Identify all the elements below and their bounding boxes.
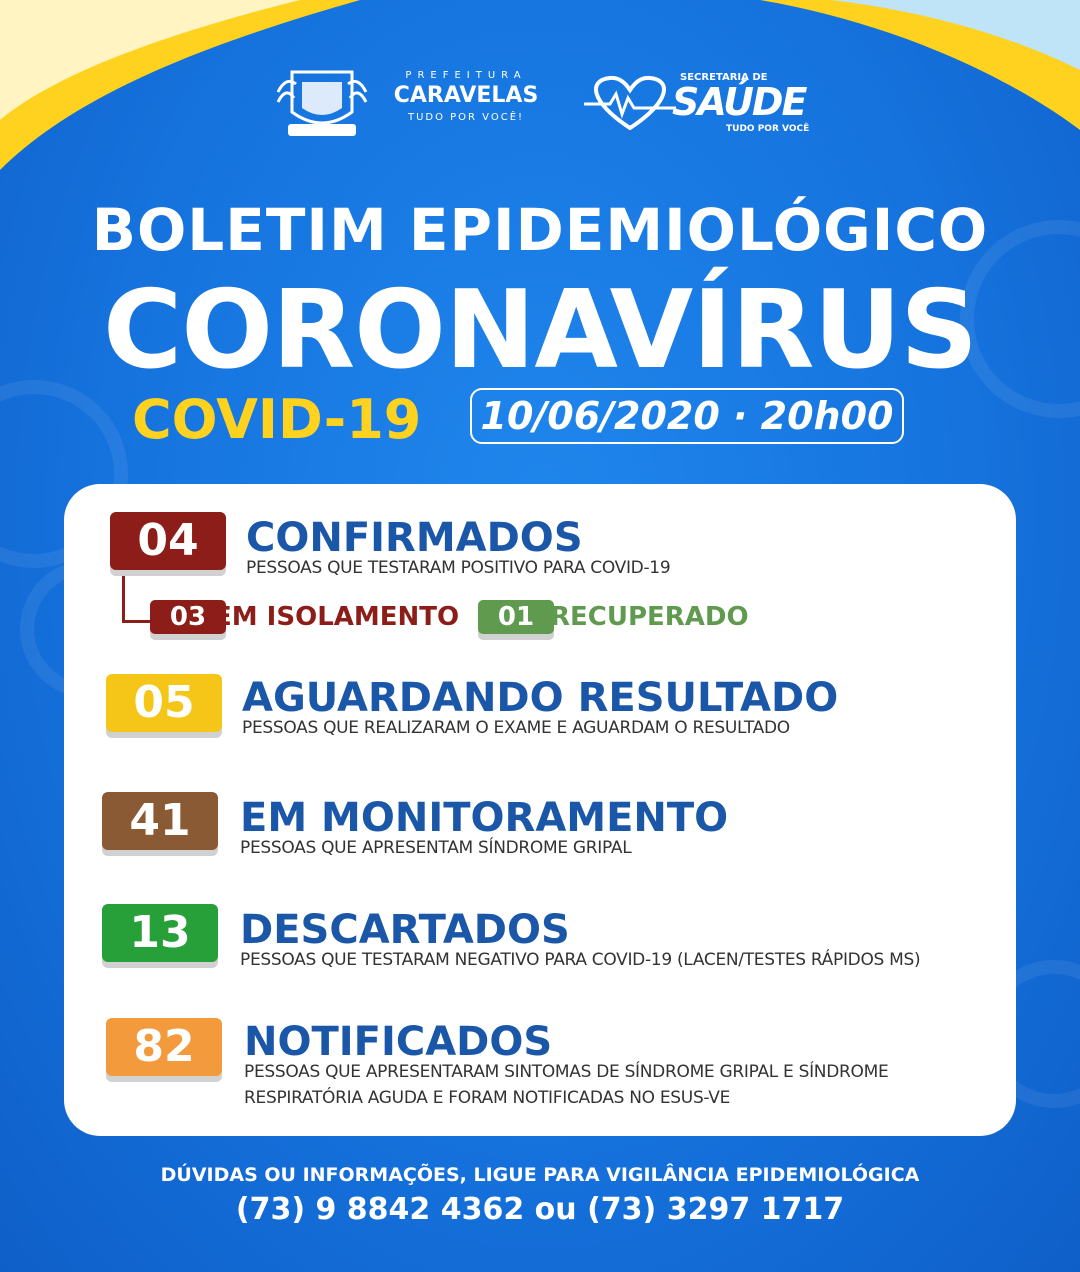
prefeitura-name: CARAVELAS (393, 83, 539, 108)
secretaria-label: SECRETARIA DE (680, 72, 768, 83)
confirmados-badge: 04 (110, 512, 226, 570)
confirmados-connector (122, 576, 153, 623)
secretaria-name: SAÚDE (672, 80, 806, 124)
descartados-title: DESCARTADOS (240, 907, 570, 953)
confirmados-title: CONFIRMADOS (246, 515, 583, 561)
descartados-desc: PESSOAS QUE TESTARAM NEGATIVO PARA COVID-19 (LACEN/TESTES RÁPIDOS MS) (240, 950, 921, 970)
prefeitura-label: PREFEITURA (405, 70, 527, 81)
aguardando-desc: PESSOAS QUE REALIZARAM O EXAME E AGUARDAM O RESULTADO (242, 718, 790, 738)
isolamento-label: EM ISOLAMENTO (214, 602, 460, 632)
footer-phones: (73) 9 8842 4362 ou (73) 3297 1717 (235, 1192, 845, 1227)
notificados-desc-line1: PESSOAS QUE APRESENTARAM SINTOMAS DE SÍNDROME GRIPAL E SÍNDROME (244, 1062, 889, 1082)
heart-pulse-icon (580, 72, 680, 132)
aguardando-title: AGUARDANDO RESULTADO (242, 675, 839, 721)
prefeitura-text (386, 70, 546, 123)
aguardando-badge: 05 (106, 674, 222, 732)
footer-info: DÚVIDAS OU INFORMAÇÕES, LIGUE PARA VIGILÂNCIA EPIDEMIOLÓGICA (160, 1164, 920, 1186)
covid-label: COVID-19 (132, 388, 422, 451)
recuperado-label: RECUPERADO (550, 602, 749, 632)
header (0, 62, 1080, 142)
notificados-title: NOTIFICADOS (244, 1019, 553, 1065)
prefeitura-slogan: TUDO POR VOCÊ! (407, 112, 525, 123)
bulletin-title: BOLETIM EPIDEMIOLÓGICO (91, 196, 989, 264)
descartados-badge: 13 (102, 904, 218, 962)
stats-card (64, 484, 1016, 1136)
confirmados-desc: PESSOAS QUE TESTARAM POSITIVO PARA COVID-19 (246, 558, 671, 578)
monitoramento-desc: PESSOAS QUE APRESENTAM SÍNDROME GRIPAL (240, 838, 632, 858)
recuperado-badge: 01 (478, 600, 554, 634)
notificados-badge: 82 (106, 1018, 222, 1076)
date-time-box: 10/06/2020 · 20h00 (470, 388, 904, 444)
monitoramento-title: EM MONITORAMENTO (240, 795, 729, 841)
secretaria-saude-logo (580, 66, 820, 138)
coronavirus-title: CORONAVÍRUS (102, 268, 978, 393)
notificados-desc-line2: RESPIRATÓRIA AGUDA E FORAM NOTIFICADAS NO ESUS-VE (244, 1088, 731, 1108)
secretaria-slogan: TUDO POR VOCÊ (726, 124, 810, 134)
isolamento-badge: 03 (150, 600, 226, 634)
prefeitura-crest-icon (272, 62, 372, 140)
monitoramento-badge: 41 (102, 792, 218, 850)
